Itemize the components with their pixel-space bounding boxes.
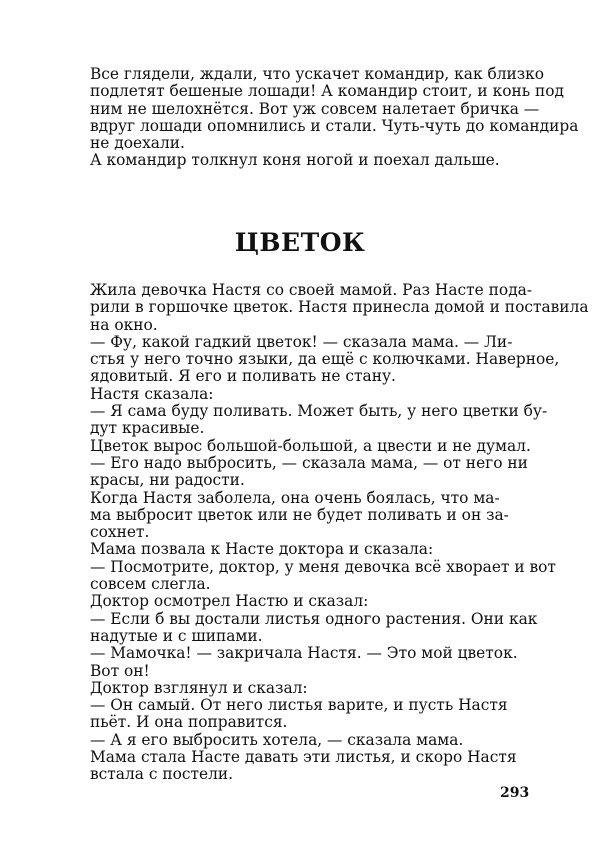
paragraph	[90, 732, 532, 749]
text-line: — Мамочка! — закричала Настя. — Это мой цветок.	[90, 644, 518, 663]
text-line: ма выбросит цветок или не будет поливать и он за-	[90, 505, 509, 524]
text-line: Когда Настя заболела, она очень боялась, что ма-	[90, 488, 500, 507]
paragraph	[90, 593, 532, 610]
paragraph	[90, 332, 560, 386]
text-line: — Его надо выбросить, — сказала мама, — от него ни	[90, 453, 528, 472]
text-line: вдруг лошади опомнились и стали. Чуть-чуть до командира	[90, 116, 579, 135]
text-line: подлетят бешеные лошади! А командир стоит, и конь под	[90, 82, 564, 101]
text-line: совсем слегла.	[90, 575, 211, 594]
text-line: дут красивые.	[90, 419, 205, 438]
text-line: на окно.	[90, 315, 158, 334]
text-line: — Я сама буду поливать. Может быть, у него цветки бу-	[90, 402, 548, 421]
text-line: А командир толкнул коня ногой и поехал дальше.	[90, 151, 500, 170]
text-line: ним не шелохнётся. Вот уж совсем налетает бричка —	[90, 99, 540, 118]
text-line: пьёт. И она поправится.	[90, 713, 288, 732]
text-line: — Если б вы достали листья одного растения. Они как	[90, 609, 538, 628]
paragraph	[90, 386, 532, 403]
text-line: Мама позвала к Насте доктора и сказала:	[90, 540, 434, 559]
paragraph	[90, 490, 532, 542]
text-line: Доктор осмотрел Настю и сказал:	[90, 592, 369, 611]
text-line: рили в горшочке цветок. Настя принесла домой и поставила	[90, 298, 589, 317]
text-line: — А я его выбросить хотела, — сказала мама.	[90, 730, 464, 749]
paragraph	[90, 680, 532, 697]
text-line: красы, ни радости.	[90, 471, 245, 490]
text-line: сохнет.	[90, 523, 150, 542]
text-line: Вот он!	[90, 661, 150, 680]
text-line: — Фу, какой гадкий цветок! — сказала мама. — Ли-	[90, 332, 513, 351]
paragraph	[90, 281, 589, 334]
paragraph	[90, 402, 548, 438]
page-number: 293	[500, 785, 530, 801]
text-line: Доктор взглянул и сказал:	[90, 678, 308, 697]
paragraph	[90, 609, 538, 646]
text-line: Настя сказала:	[90, 384, 214, 403]
previous-story-ending	[90, 65, 579, 170]
paragraph	[90, 557, 556, 594]
paragraph	[90, 541, 532, 558]
text-line: не доехали.	[90, 134, 185, 153]
text-line: стья у него точно языки, да ещё с колючками. Наверное,	[90, 350, 560, 369]
text-line: встала с постели.	[90, 765, 234, 784]
text-line: надутые и с шипами.	[90, 626, 263, 645]
paragraph	[90, 697, 532, 732]
paragraph	[90, 455, 532, 490]
text-line: Мама стала Насте давать эти листья, и скоро Настя	[90, 748, 517, 767]
text-line: Цветок вырос большой-большой, а цвести и не думал.	[90, 436, 531, 455]
paragraph	[90, 152, 532, 169]
paragraph	[90, 749, 532, 784]
paragraph	[90, 645, 532, 680]
text-line: Все глядели, ждали, что ускачет командир, как близко	[90, 65, 545, 83]
paragraph	[90, 438, 532, 455]
text-line: — Посмотрите, доктор, у меня девочка всё хворает и вот	[90, 557, 556, 576]
text-line: Жила девочка Настя со своей мамой. Раз Насте пода-	[90, 281, 533, 299]
paragraph	[90, 65, 579, 153]
text-line: ядовитый. Я его и поливать не стану.	[90, 367, 396, 386]
text-line: — Он самый. От него листья варите, и пусть Настя	[90, 696, 508, 715]
story-title: ЦВЕТОК	[234, 228, 366, 257]
story-body	[90, 281, 589, 784]
